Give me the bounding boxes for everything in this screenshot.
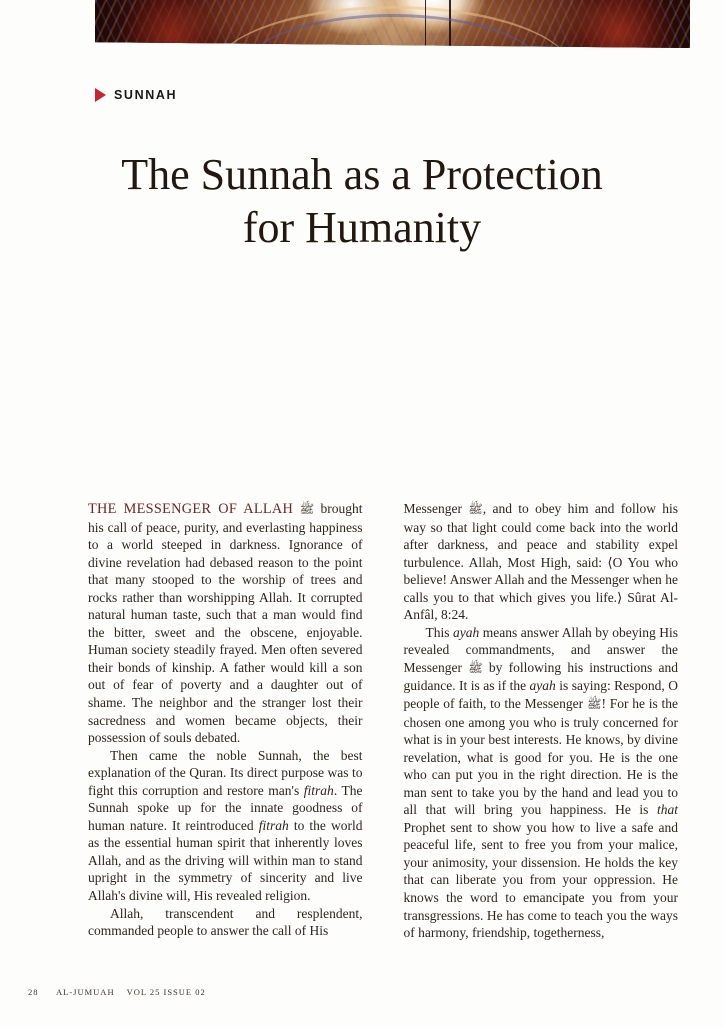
- lamp-cord-line: [425, 0, 426, 48]
- left-column: [88, 500, 363, 942]
- paragraph: THE MESSENGER OF ALLAH ﷺ brought his call of peace, purity, and everlasting happiness to a world steeped in darkness. Ignorance of divine revelation had debased reason to the point that many stooped to the worship of trees and rocks rather than worshipping Allah. It corrupted natural human taste, such that a man would find the bitter, sweet and the obscene, enjoyable. Human society steadily frayed. Men often severed their bonds of kinship. A father would kill a son out of fear of poverty and a daughter out of shame. The neighbor and the stranger lost their sacredness and women became objects, their possession of souls debated.: [88, 501, 363, 746]
- sallallahu-alayhi-wasallam-glyph: ﷺ: [468, 502, 483, 516]
- section-label-text: SUNNAH: [114, 88, 178, 102]
- lead-in-caps: THE MESSENGER OF ALLAH: [88, 501, 294, 517]
- magazine-footer-text: [56, 987, 206, 997]
- sallallahu-alayhi-wasallam-glyph: ﷺ: [468, 660, 483, 675]
- article-title-line1: The Sunnah as a Protection: [121, 150, 603, 199]
- page-number: 28: [28, 987, 39, 997]
- volume-issue: VOL 25 ISSUE 02: [126, 987, 206, 997]
- paragraph: Then came the noble Sunnah, the best explanation of the Quran. Its direct purpose was to fight this corruption and restore man's fitrah. The Sunnah spoke up for the innate goodness of human nature. It reintroduced fitrah to the world as the essential human spirit that inherently loves Allah, and as the driving will within man to stand upright in the symmetry of sincerity and live Allah's divine will, His revealed religion.: [88, 747, 363, 904]
- section-label: [95, 88, 177, 102]
- paragraph: Allah, transcendent and resplendent, commanded people to answer the call of His: [88, 905, 363, 939]
- article-title-line2: for Humanity: [242, 203, 482, 252]
- right-triangle-icon: [95, 88, 106, 102]
- right-column: [404, 500, 679, 942]
- sallallahu-alayhi-wasallam-glyph: ﷺ: [299, 502, 315, 516]
- lamp-cord-line: [449, 0, 451, 48]
- paragraph: This ayah means answer Allah by obeying His revealed commandments, and answer the Messenger ﷺ by following his instructions and guidance. It is as if the ayah is saying: Respond, O people of faith, to the Messenger ﷺ! For he is the chosen one among you who is truly concerned for what is in your best interests. He knows, by divine revelation, what is good for you. He is the one who can put you in the right direction. He is the man sent to take you by the hand and lead you to all that will bring you happiness. He is that Prophet sent to show you how to live a safe and peaceful life, sent to free you from your malice, your animosity, your dissension. He holds the key that can liberate you from your oppression. He knows the word to emancipate you from your transgressions. He has come to teach you the ways of harmony, friendship, togetherness,: [403, 624, 678, 941]
- article-body: [88, 500, 678, 942]
- paragraph: Messenger ﷺ, and to obey him and follow his way so that light could come back into the world after darkness, and peace and stability expel turbulence. Allah, Most High, said: ⟨O You who believe! Answer Allah and the Messenger when he calls you to that which gives you life.⟩ Sûrat Al-Anfâl, 8:24.: [403, 501, 679, 623]
- article-title: [0, 148, 724, 254]
- sallallahu-alayhi-wasallam-glyph: ﷺ: [586, 697, 602, 712]
- mosque-ceiling-photo: [95, 0, 690, 48]
- magazine-name: AL-JUMUAH: [56, 987, 115, 997]
